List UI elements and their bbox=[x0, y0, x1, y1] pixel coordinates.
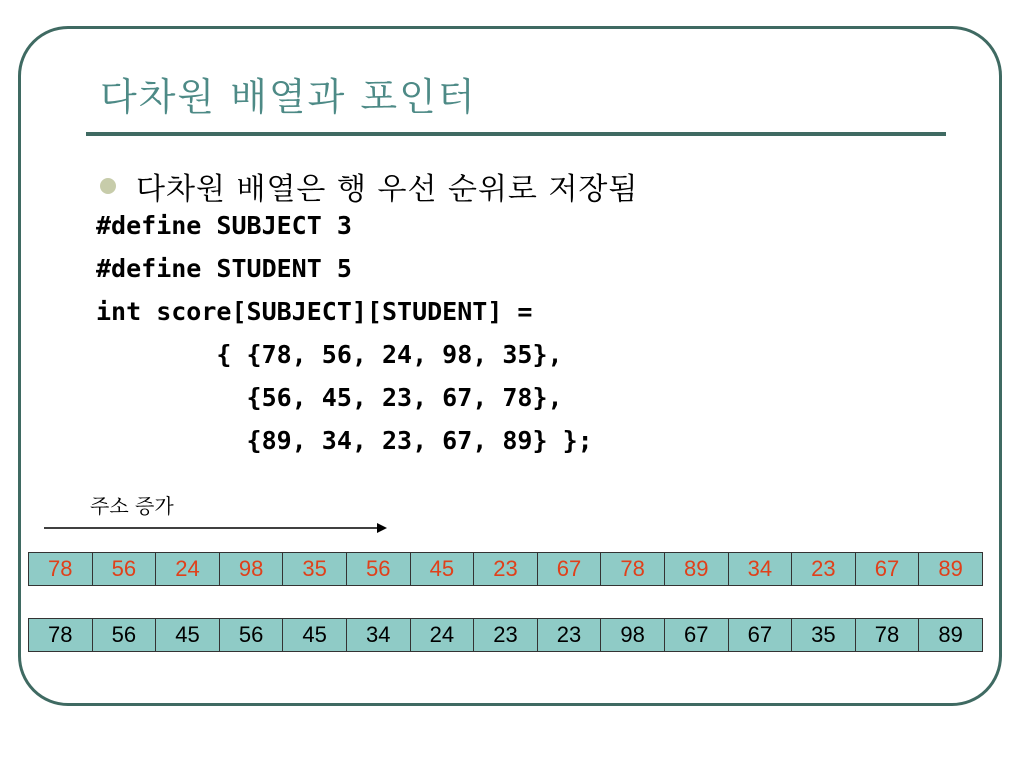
memory-cell: 45 bbox=[156, 619, 220, 651]
memory-row-column-major bbox=[28, 618, 983, 652]
memory-cell: 23 bbox=[792, 553, 856, 585]
memory-cell: 98 bbox=[601, 619, 665, 651]
bullet-dot-icon bbox=[100, 178, 116, 194]
memory-cell: 45 bbox=[283, 619, 347, 651]
memory-cell: 89 bbox=[665, 553, 729, 585]
memory-cell: 98 bbox=[220, 553, 284, 585]
code-line: {89, 34, 23, 67, 89} }; bbox=[96, 426, 593, 455]
memory-cell: 89 bbox=[919, 553, 983, 585]
memory-cell: 56 bbox=[347, 553, 411, 585]
memory-cell: 78 bbox=[29, 619, 93, 651]
code-line: {56, 45, 23, 67, 78}, bbox=[96, 383, 563, 412]
memory-cell: 24 bbox=[156, 553, 220, 585]
slide-title: 다차원 배열과 포인터 bbox=[100, 75, 477, 119]
code-line: #define SUBJECT 3 bbox=[96, 211, 352, 240]
bullet-text: 다차원 배열은 행 우선 순위로 저장됨 bbox=[136, 172, 639, 207]
memory-cell: 56 bbox=[93, 553, 157, 585]
memory-row-row-major bbox=[28, 552, 983, 586]
bullet-item bbox=[100, 164, 638, 208]
code-line: { {78, 56, 24, 98, 35}, bbox=[96, 340, 563, 369]
memory-cell: 78 bbox=[856, 619, 920, 651]
memory-cell: 67 bbox=[729, 619, 793, 651]
memory-cell: 35 bbox=[283, 553, 347, 585]
address-direction-arrow-icon bbox=[44, 518, 389, 538]
memory-cell: 67 bbox=[538, 553, 602, 585]
memory-cell: 45 bbox=[411, 553, 475, 585]
memory-cell: 23 bbox=[474, 619, 538, 651]
memory-cell: 78 bbox=[29, 553, 93, 585]
title-divider bbox=[86, 132, 946, 136]
address-increase-label: 주소 증가 bbox=[90, 494, 174, 518]
memory-cell: 35 bbox=[792, 619, 856, 651]
memory-cell: 23 bbox=[538, 619, 602, 651]
code-block bbox=[96, 204, 593, 462]
memory-cell: 67 bbox=[856, 553, 920, 585]
memory-cell: 34 bbox=[347, 619, 411, 651]
memory-cell: 67 bbox=[665, 619, 729, 651]
memory-cell: 24 bbox=[411, 619, 475, 651]
code-line: #define STUDENT 5 bbox=[96, 254, 352, 283]
memory-cell: 34 bbox=[729, 553, 793, 585]
code-line: int score[SUBJECT][STUDENT] = bbox=[96, 297, 533, 326]
memory-cell: 56 bbox=[93, 619, 157, 651]
memory-cell: 56 bbox=[220, 619, 284, 651]
memory-cell: 78 bbox=[601, 553, 665, 585]
memory-cell: 89 bbox=[919, 619, 983, 651]
memory-cell: 23 bbox=[474, 553, 538, 585]
